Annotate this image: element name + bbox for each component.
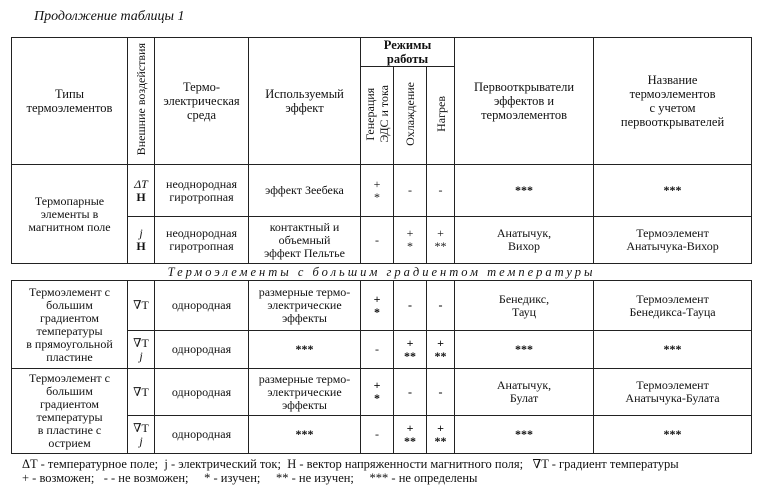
table-row — [12, 281, 752, 331]
cell-external: ∇T — [128, 369, 155, 416]
cell-gen: - — [361, 217, 394, 264]
cell-medium: однородная — [155, 416, 249, 454]
cell-heat: - — [427, 281, 455, 331]
cell-cool: - — [394, 369, 427, 416]
cell-name: Термоэлемент Анатычука-Вихор — [594, 217, 752, 264]
header-types: Типы термоэлементов — [12, 38, 128, 165]
cell-heat: + ** — [427, 416, 455, 454]
cell-cool: - — [394, 165, 427, 217]
header-modes: Режимы работы — [361, 38, 455, 67]
cell-discoverers: *** — [455, 165, 594, 217]
section-band-title: Термоэлементы с большим градиентом температуры — [12, 264, 752, 281]
footnote-legend-marks: + - возможен; - - не возможен; * - изучен; ** - не изучен; *** - не определены — [22, 471, 478, 485]
cell-type: Термопарные элементы в магнитном поле — [12, 165, 128, 264]
header-mode-heat: Нагрев — [427, 67, 455, 165]
header-medium: Термо- электрическая среда — [155, 38, 249, 165]
header-mode-cool: Охлаждение — [394, 67, 427, 165]
cell-discoverers: *** — [455, 416, 594, 454]
cell-cool: + * — [394, 217, 427, 264]
cell-external: ΔT H — [128, 165, 155, 217]
header-mode-gen: Генерация ЭДС и тока — [361, 67, 394, 165]
header-name: Название термоэлементов с учетом первооткрывателей — [594, 38, 752, 165]
header-external: Внешние воздействия — [128, 38, 155, 165]
cell-medium: однородная — [155, 281, 249, 331]
cell-type: Термоэлемент с большим градиентом температуры в прямоугольной пластине — [12, 281, 128, 369]
section-band — [12, 264, 752, 281]
table-row — [12, 165, 752, 217]
cell-gen: + * — [361, 369, 394, 416]
cell-name: *** — [594, 416, 752, 454]
cell-discoverers: Бенедикс, Тауц — [455, 281, 594, 331]
cell-name: Термоэлемент Бенедикса-Тауца — [594, 281, 752, 331]
cell-name: *** — [594, 165, 752, 217]
cell-gen: + * — [361, 165, 394, 217]
cell-cool: - — [394, 281, 427, 331]
cell-gen: - — [361, 331, 394, 369]
cell-discoverers: *** — [455, 331, 594, 369]
cell-heat: - — [427, 369, 455, 416]
table-row — [12, 369, 752, 416]
cell-medium: неоднородная гиротропная — [155, 165, 249, 217]
cell-effect: размерные термо- электрические эффекты — [249, 281, 361, 331]
thermoelement-table — [11, 37, 752, 454]
cell-heat: + ** — [427, 331, 455, 369]
cell-effect: контактный и объемный эффект Пельтье — [249, 217, 361, 264]
footnote-legend-symbols: ΔT - температурное поле; j - электрический ток; H - вектор напряженности магнитного поля; ∇T - градиент температуры — [22, 457, 679, 471]
cell-external: ∇T j — [128, 331, 155, 369]
cell-effect: *** — [249, 331, 361, 369]
table-caption: Продолжение таблицы 1 — [34, 9, 185, 24]
cell-cool: + ** — [394, 416, 427, 454]
cell-type: Термоэлемент с большим градиентом температуры в пластине с острием — [12, 369, 128, 454]
cell-medium: однородная — [155, 331, 249, 369]
cell-heat: + ** — [427, 217, 455, 264]
cell-name: Термоэлемент Анатычука-Булата — [594, 369, 752, 416]
cell-name: *** — [594, 331, 752, 369]
cell-medium: однородная — [155, 369, 249, 416]
cell-external: ∇T — [128, 281, 155, 331]
cell-gen: + * — [361, 281, 394, 331]
cell-external: ∇T j — [128, 416, 155, 454]
cell-effect: *** — [249, 416, 361, 454]
cell-heat: - — [427, 165, 455, 217]
cell-effect: эффект Зеебека — [249, 165, 361, 217]
cell-discoverers: Анатычук, Булат — [455, 369, 594, 416]
cell-medium: неоднородная гиротропная — [155, 217, 249, 264]
cell-gen: - — [361, 416, 394, 454]
header-discoverers: Первооткрыватели эффектов и термоэлементов — [455, 38, 594, 165]
header-effect: Используемый эффект — [249, 38, 361, 165]
cell-effect: размерные термо- электрические эффекты — [249, 369, 361, 416]
cell-external: j H — [128, 217, 155, 264]
cell-discoverers: Анатычук, Вихор — [455, 217, 594, 264]
cell-cool: + ** — [394, 331, 427, 369]
